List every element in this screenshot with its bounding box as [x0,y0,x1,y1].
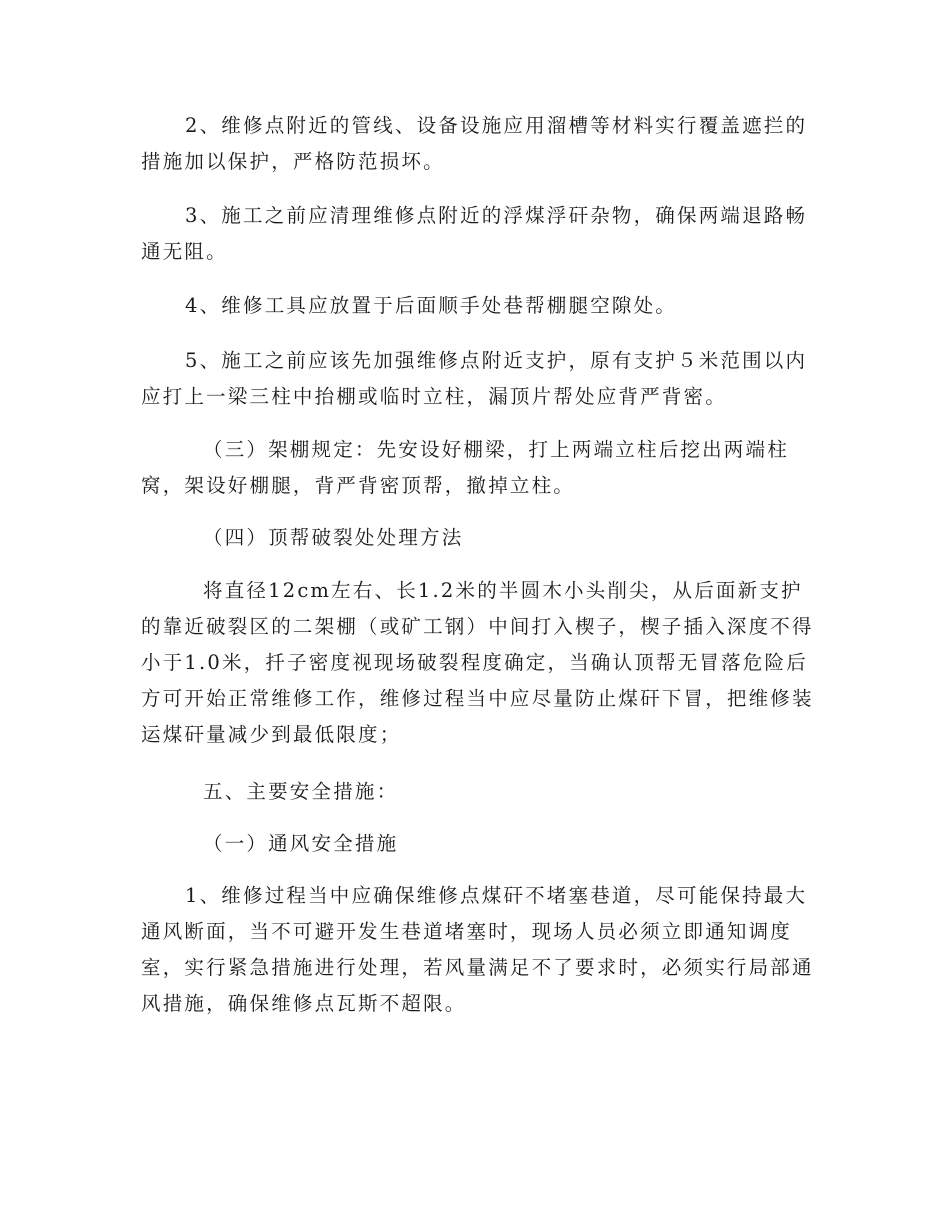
paragraph-item-5: 5、施工之前应该先加强维修点附近支护，原有支护５米范围以内应打上一梁三柱中抬棚或临时立柱，漏顶片帮处应背严背密。 [141,349,808,408]
section-4-paragraph: 将直径12cm左右、长1.2米的半圆木小头削尖，从后面新支护的靠近破裂区的二架棚（或矿工钢）中间打入楔子，楔子插入深度不得小于1.0米，扦子密度视现场破裂程度确定，当确认顶帮无冒落危险后方可开始正常维修工作，维修过程当中应尽量防止煤矸下冒，把维修装运煤矸量减少到最低限度； [141,579,814,746]
chapter-5-heading: 五、主要安全措施： [203,780,399,803]
paragraph-item-4: 4、维修工具应放置于后面顺手处巷帮棚腿空隙处。 [185,294,678,317]
section-4-heading: （四）顶帮破裂处处理方法 [203,526,464,549]
paragraph-item-3: 3、施工之前应清理维修点附近的浮煤浮矸杂物，确保两端退路畅通无阻。 [141,204,808,263]
subsection-1-heading: （一）通风安全措施 [203,832,399,855]
ventilation-item-1: 1、维修过程当中应确保维修点煤矸不堵塞巷道，尽可能保持最大通风断面，当不可避开发生巷道堵塞时，现场人员必须立即通知调度室，实行紧急措施进行处理，若风量满足不了要求时，必须实行局部通风措施，确保维修点瓦斯不超限。 [141,884,814,1015]
paragraph-item-2: 2、维修点附近的管线、设备设施应用溜槽等材料实行覆盖遮拦的措施加以保护，严格防范损坏。 [141,114,808,173]
section-3-paragraph: （三）架棚规定：先安设好棚梁，打上两端立柱后挖出两端柱窝，架设好棚腿，背严背密顶帮，撤掉立柱。 [141,438,789,497]
